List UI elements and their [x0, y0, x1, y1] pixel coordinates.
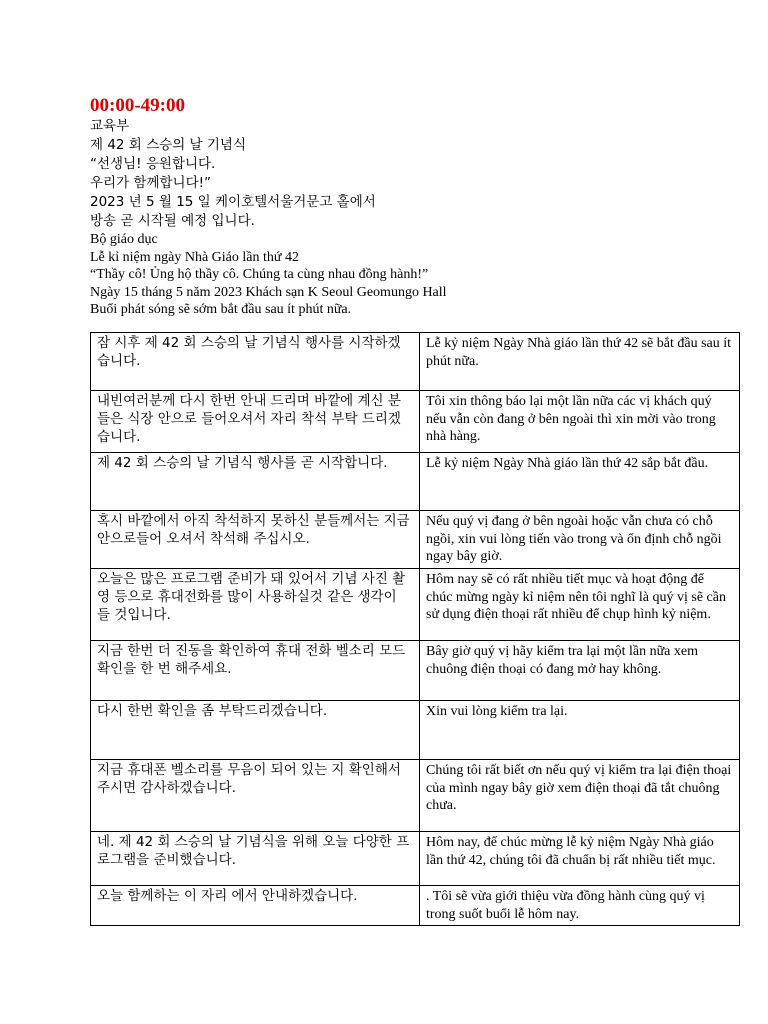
vietnamese-ministry-line: Bộ giáo dục — [90, 232, 158, 247]
vietnamese-header-block — [90, 231, 750, 319]
vietnamese-cell: Lễ kỷ niệm Ngày Nhà giáo lần thứ 42 sẽ bắt đầu sau ít phút nữa. — [420, 333, 740, 391]
vietnamese-event-title: Lễ kỉ niệm ngày Nhà Giáo lần thứ 42 — [90, 249, 299, 265]
korean-cell: 지금 한번 더 진동을 확인하여 휴대 전화 벨소리 모드 확인을 한 번 해주세요. — [91, 641, 420, 701]
vietnamese-cell: Bây giờ quý vị hãy kiểm tra lại một lần nữa xem chuông điện thoại có đang mở hay không. — [420, 641, 740, 701]
table-row — [91, 701, 740, 760]
korean-slogan-line-1: “선생님! 응원합니다. — [90, 156, 216, 172]
table-row — [91, 511, 740, 569]
korean-header-block — [90, 117, 750, 231]
table-row — [91, 453, 740, 511]
korean-cell: 오늘은 많은 프로그램 준비가 돼 있어서 기념 사진 촬영 등으로 휴대전화를 많이 사용하실것 같은 생각이 들 것입니다. — [91, 569, 420, 641]
vietnamese-cell: Chúng tôi rất biết ơn nếu quý vị kiểm tra lại điện thoại của mình ngay bây giờ xem điện thoại đã tắt chuông chưa. — [420, 760, 740, 832]
korean-cell: 지금 휴대폰 벨소리를 무음이 되어 있는 지 확인해서 주시면 감사하겠습니다. — [91, 760, 420, 832]
korean-cell: 오늘 함께하는 이 자리 에서 안내하겠습니다. — [91, 886, 420, 926]
vietnamese-cell: Lễ kỷ niệm Ngày Nhà giáo lần thứ 42 sắp bắt đầu. — [420, 453, 740, 511]
timestamp-range: 00:00-49:00 — [90, 95, 185, 116]
table-row — [91, 886, 740, 926]
table-row — [91, 641, 740, 701]
vietnamese-cell: Hôm nay, để chúc mừng lễ kỷ niệm Ngày Nhà giáo lần thứ 42, chúng tôi đã chuẩn bị rất nhiều tiết mục. — [420, 832, 740, 886]
vietnamese-date-venue: Ngày 15 tháng 5 năm 2023 Khách sạn K Seoul Geomungo Hall — [90, 284, 447, 300]
korean-broadcast-notice: 방송 곧 시작될 예정 입니다. — [90, 213, 255, 229]
document-header — [90, 94, 750, 319]
korean-cell: 제 42 회 스승의 날 기념식 행사를 곧 시작합니다. — [91, 453, 420, 511]
vietnamese-slogan: “Thầy cô! Ủng hộ thầy cô. Chúng ta cùng nhau đồng hành!” — [90, 267, 429, 282]
korean-event-title: 제 42 회 스승의 날 기념식 — [90, 137, 247, 153]
vietnamese-broadcast-notice: Buổi phát sóng sẽ sớm bắt đầu sau ít phút nữa. — [90, 302, 352, 317]
vietnamese-cell: Xin vui lòng kiểm tra lại. — [420, 701, 740, 760]
korean-cell: 잠 시후 제 42 회 스승의 날 기념식 행사를 시작하겠습니다. — [91, 333, 420, 391]
korean-slogan-line-2: 우리가 함께합니다!” — [90, 175, 212, 191]
korean-cell: 내빈여러분께 다시 한번 안내 드리며 바깥에 계신 분들은 식장 안으로 들어오셔서 자리 착석 부탁 드리겠습니다. — [91, 391, 420, 453]
vietnamese-cell: . Tôi sẽ vừa giới thiệu vừa đồng hành cùng quý vị trong suốt buổi lễ hôm nay. — [420, 886, 740, 926]
korean-cell: 다시 한번 확인을 좀 부탁드리겠습니다. — [91, 701, 420, 760]
korean-date-venue: 2023 년 5 월 15 일 케이호텔서울거문고 홀에서 — [90, 194, 376, 210]
table-row — [91, 333, 740, 391]
korean-cell: 네. 제 42 회 스승의 날 기념식을 위해 오늘 다양한 프로그램을 준비했습니다. — [91, 832, 420, 886]
korean-ministry-line: 교육부 — [90, 118, 130, 134]
table-row — [91, 760, 740, 832]
table-row — [91, 569, 740, 641]
korean-cell: 혹시 바깥에서 아직 착석하지 못하신 분들께서는 지금 안으로들어 오셔서 착석해 주십시오. — [91, 511, 420, 569]
vietnamese-cell: Nếu quý vị đang ở bên ngoài hoặc vẫn chưa có chỗ ngồi, xin vui lòng tiến vào trong và ổn định chỗ ngồi ngay bây giờ. — [420, 511, 740, 569]
subtitle-translation-table — [90, 332, 740, 926]
vietnamese-cell: Tôi xin thông báo lại một lần nữa các vị khách quý nếu vẫn còn đang ở bên ngoài thì xin mời vào trong nhà hàng. — [420, 391, 740, 453]
vietnamese-cell: Hôm nay sẽ có rất nhiều tiết mục và hoạt động để chúc mừng ngày kỉ niệm nên tôi nghĩ là quý vị sẽ cần sử dụng điện thoại rất nhiều để chụp hình kỷ niệm. — [420, 569, 740, 641]
table-row — [91, 832, 740, 886]
table-row — [91, 391, 740, 453]
